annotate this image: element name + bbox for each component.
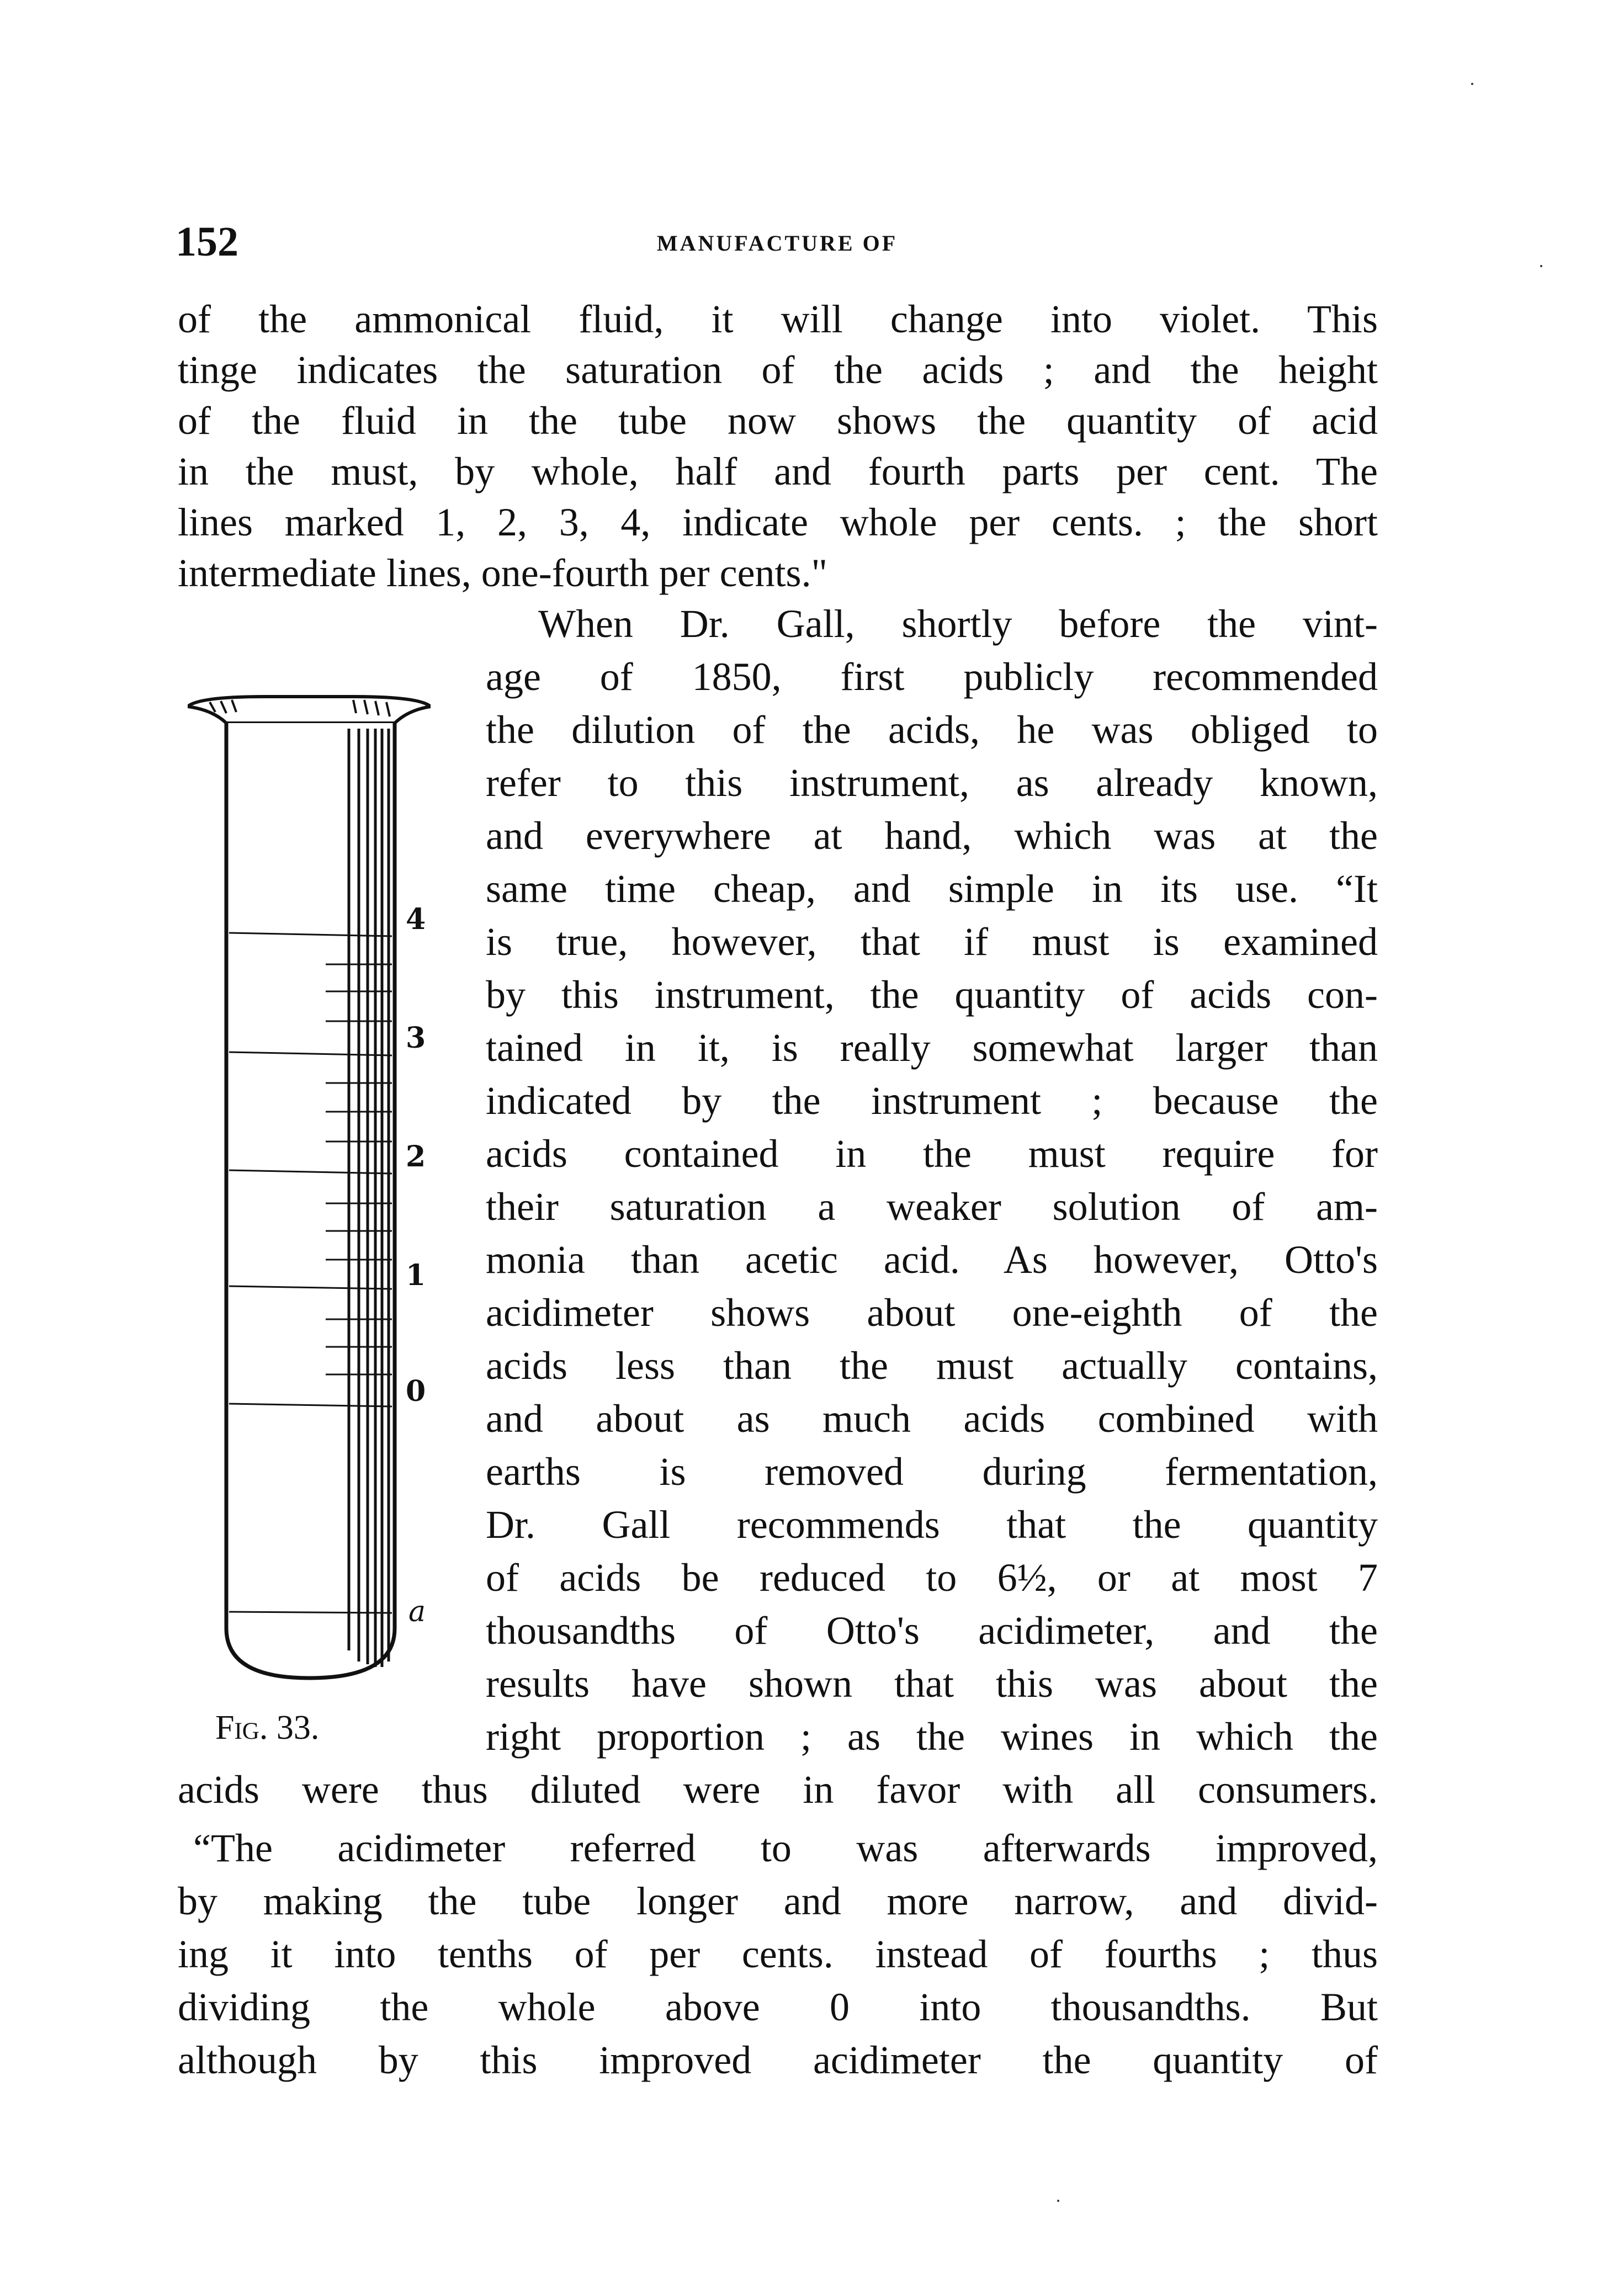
scan-speck [1471, 83, 1473, 85]
scale-label-2: 2 [406, 1140, 426, 1174]
text-line: of the fluid in the tube now shows the quantity of acid [178, 399, 1378, 443]
scan-speck [1540, 265, 1542, 267]
page-header [176, 218, 1379, 268]
scale-label-0: 0 [406, 1374, 426, 1408]
text-line: refer to this instrument, as already known, [486, 761, 1378, 805]
text-line: Dr. Gall recommends that the quantity [486, 1503, 1378, 1547]
text-line: lines marked 1, 2, 3, 4, indicate whole per cents. ; the short [178, 500, 1378, 544]
running-head: MANUFACTURE OF [656, 231, 898, 256]
figure-acidimeter-tube [188, 690, 431, 1739]
scale-label-a: a [408, 1595, 426, 1628]
scan-speck [1057, 2200, 1059, 2202]
scale-label-3: 3 [406, 1021, 426, 1055]
text-line: and everywhere at hand, which was at the [486, 814, 1378, 858]
scale-label-4: 4 [406, 903, 426, 936]
text-line: and about as much acids combined with [486, 1397, 1378, 1441]
text-line: tained in it, is really somewhat larger than [486, 1026, 1378, 1070]
page-number: 152 [176, 219, 238, 265]
text-line: although by this improved acidimeter the quantity of [178, 2038, 1378, 2082]
text-line: results have shown that this was about the [486, 1661, 1378, 1706]
text-line: of the ammonical fluid, it will change into violet. This [178, 297, 1378, 341]
text-line: of acids be reduced to 6½, or at most 7 [486, 1556, 1378, 1600]
text-line: by making the tube longer and more narrow, and divid- [178, 1879, 1378, 1923]
text-line: by this instrument, the quantity of acids con- [486, 973, 1378, 1017]
text-line: ing it into tenths of per cents. instead of fourths ; thus [178, 1932, 1378, 1976]
text-line: the dilution of the acids, he was obliged to [486, 708, 1378, 752]
text-line: is true, however, that if must is examined [486, 920, 1378, 964]
text-line: “The acidimeter referred to was afterwards improved, [193, 1826, 1378, 1870]
text-line: indicated by the instrument ; because the [486, 1079, 1378, 1123]
text-line: intermediate lines, one-fourth per cents." [178, 551, 827, 595]
text-line: monia than acetic acid. As however, Otto's [486, 1238, 1378, 1282]
text-line: acids contained in the must require for [486, 1132, 1378, 1176]
figure-caption: Fig. 33. [215, 1709, 320, 1746]
text-line: thousandths of Otto's acidimeter, and the [486, 1608, 1378, 1653]
text-line: When Dr. Gall, shortly before the vint- [538, 602, 1378, 646]
acidimeter-tube-illustration [188, 690, 431, 1684]
text-line: in the must, by whole, half and fourth parts per cent. The [178, 449, 1378, 493]
text-line: tinge indicates the saturation of the acids ; and the height [178, 348, 1378, 392]
scale-label-1: 1 [406, 1259, 426, 1292]
text-line: acids were thus diluted were in favor with all consumers. [178, 1767, 1378, 1812]
text-line: acidimeter shows about one-eighth of the [486, 1291, 1378, 1335]
text-line: their saturation a weaker solution of am- [486, 1185, 1378, 1229]
text-line: dividing the whole above 0 into thousandths. But [178, 1985, 1378, 2029]
text-line: same time cheap, and simple in its use. “It [486, 867, 1378, 911]
text-line: earths is removed during fermentation, [486, 1450, 1378, 1494]
text-line: age of 1850, first publicly recommended [486, 655, 1378, 699]
text-line: right proportion ; as the wines in which the [486, 1714, 1378, 1759]
text-line: acids less than the must actually contains, [486, 1344, 1378, 1388]
